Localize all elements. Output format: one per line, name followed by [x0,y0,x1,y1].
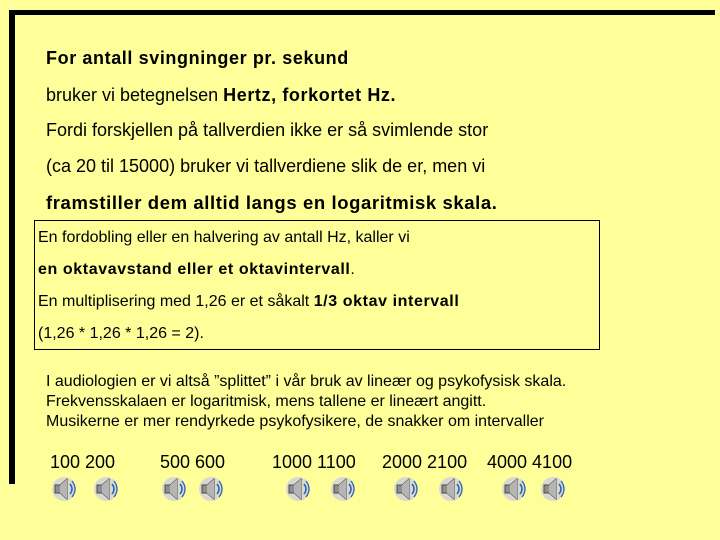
speaker-icon[interactable] [539,475,567,503]
heading-line-2 [46,85,396,106]
box-line-3 [38,293,459,311]
frequency-pair-100-200: 100 200 [50,452,116,472]
heading-line-3: Fordi forskjellen på tallverdien ikke er så svimlende stor [46,120,489,140]
heading-line-2-text: bruker vi betegnelsen [46,85,224,105]
box-line-4: (1,26 * 1,26 * 1,26 = 2). [38,325,204,342]
speaker-icon[interactable] [284,475,312,503]
box-line-2 [38,261,355,279]
speaker-icon[interactable] [329,475,357,503]
speaker-icon[interactable] [50,475,78,503]
box-line-2-bold: en oktavavstand eller et oktavintervall [38,261,351,278]
paragraph-line-3: Musikerne er mer rendyrkede psykofysikere, de snakker om intervaller [46,413,544,430]
paragraph-line-1: I audiologien er vi altså ”splittet” i vår bruk av lineær og psykofysisk skala. [46,373,567,390]
frequency-pair-2000-2100: 2000 2100 [382,452,468,472]
heading-line-4: (ca 20 til 15000) bruker vi tallverdiene slik de er, men vi [46,156,486,176]
box-line-3-text: En multiplisering med 1,26 er et såkalt [38,293,314,310]
speaker-icon[interactable] [197,475,225,503]
box-line-1: En fordobling eller en halvering av antall Hz, kaller vi [38,229,410,246]
frame-top-bar [9,10,715,15]
box-line-3-bold: 1/3 oktav intervall [313,293,460,310]
heading-line-2-bold: Hertz, forkortet Hz. [223,85,397,105]
paragraph-line-2: Frekvensskalaen er logaritmisk, mens tallene er lineært angitt. [46,393,487,410]
speaker-icon[interactable] [392,475,420,503]
speaker-icon[interactable] [92,475,120,503]
box-line-2-suffix: . [350,261,355,278]
octave-info-box [34,220,600,350]
heading-line-5: framstiller dem alltid langs en logaritmisk skala. [46,192,498,213]
frame-left-bar [9,10,15,484]
speaker-icon[interactable] [500,475,528,503]
heading-line-1: For antall svingninger pr. sekund [46,48,349,68]
frequency-pair-1000-1100: 1000 1100 [272,452,356,472]
speaker-icon[interactable] [160,475,188,503]
audiology-paragraph [46,372,566,432]
speaker-icon[interactable] [437,475,465,503]
frequency-pair-4000-4100: 4000 4100 [487,452,573,472]
frequency-pair-500-600: 500 600 [160,452,226,472]
